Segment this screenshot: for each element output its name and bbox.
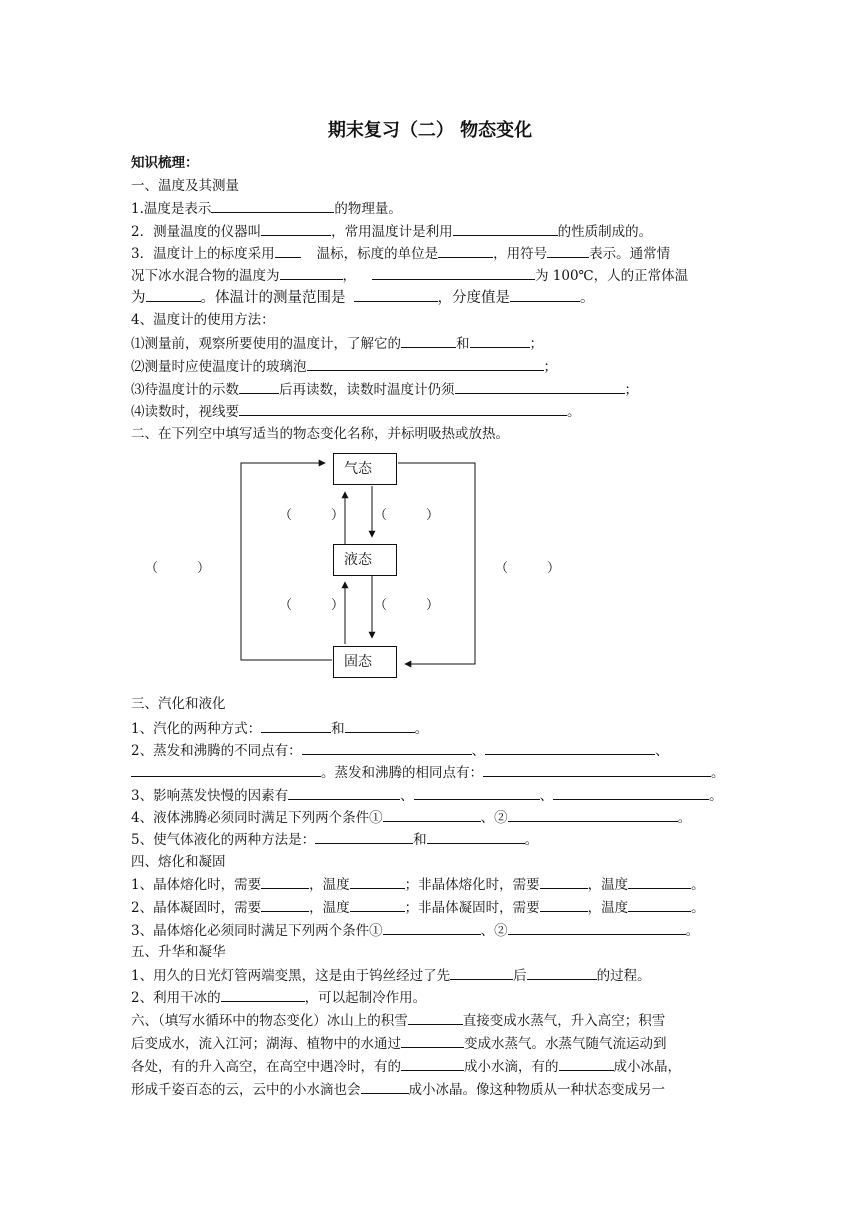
blank[interactable] — [628, 875, 691, 889]
section-4-title: 四、熔化和凝固 — [131, 854, 226, 870]
s5-q2: 2、利用干冰的 ，可以起制冷作用。 — [131, 990, 427, 1006]
usage-1: ⑴测量前，观察所要使用的温度计，了解它的 和 ； — [131, 336, 543, 352]
q2-line: 2．测量温度的仪器叫 ，常用温度计是利用 的性质制成的。 — [131, 224, 653, 240]
section-3-title: 三、汽化和液化 — [131, 696, 226, 712]
usage-3: ⑶待温度计的示数 后再读数，读数时温度计仍须 ； — [131, 382, 638, 398]
answer-blank[interactable]: （ ） — [145, 561, 211, 576]
s5-q1: 1、用久的日光灯管两端变黑，这是由于钨丝经过了先 后 的过程。 — [131, 968, 651, 984]
answer-blank[interactable]: （ ） — [374, 508, 440, 523]
s4-q2: 2、晶体凝固时，需要 ，温度 ；非晶体凝固时，需要 ，温度 。 — [131, 900, 705, 916]
s3-q2: 2、蒸发和沸腾的不同点有： 、 、 — [131, 743, 669, 759]
arrow-gas-to-solid — [398, 463, 475, 664]
blank[interactable] — [345, 719, 415, 733]
solid-state-box: 固态 — [333, 646, 397, 678]
q1-line: 1.温度是表示 的物理量。 — [131, 201, 402, 217]
blank[interactable] — [540, 875, 588, 889]
s4-q3: 3、晶体熔化必须同时满足下列两个条件① 、② 。 — [131, 923, 700, 939]
s4-q1: 1、晶体熔化时，需要 ，温度 ；非晶体熔化时，需要 ，温度 。 — [131, 877, 705, 893]
section-1-title: 一、温度及其测量 — [131, 178, 239, 194]
blank[interactable] — [350, 875, 405, 889]
q3-line: 3．温度计上的标度采用 温标，标度的单位是 ，用符号 表示。通常情 — [131, 246, 671, 262]
blank[interactable] — [131, 763, 321, 777]
blank[interactable] — [508, 921, 686, 935]
page-title: 期末复习（二） 物态变化 — [327, 120, 533, 141]
s3-q1: 1、汽化的两种方式： 和 。 — [131, 721, 429, 737]
blank[interactable] — [508, 808, 678, 822]
blank[interactable] — [288, 786, 400, 800]
s3-q5: 5、使气体液化的两种方法是： 和 。 — [131, 832, 539, 848]
blank[interactable] — [559, 1057, 614, 1071]
answer-blank[interactable]: （ ） — [279, 598, 345, 613]
blank[interactable] — [628, 898, 691, 912]
section-2-title: 二、在下列空中填写适当的物态变化名称，并标明吸热或放热。 — [131, 426, 509, 442]
blank[interactable] — [261, 898, 309, 912]
s6-line-2: 后变成水，流入江河；湖海、植物中的水通过 变成水蒸气。水蒸气随气流运动到 — [131, 1036, 667, 1052]
q3-line-3: 为 。体温计的测量范围是 ，分度值是 。 — [131, 290, 595, 306]
s6-line-3: 各处，有的升入高空，在高空中遇冷时，有的 成小水滴，有的 成小冰晶， — [131, 1059, 681, 1075]
blank[interactable] — [350, 898, 405, 912]
liquid-state-box: 液态 — [333, 544, 397, 576]
blank[interactable] — [414, 786, 540, 800]
blank[interactable] — [540, 898, 588, 912]
usage-4: ⑷读数时，视线要 。 — [131, 404, 581, 420]
blank[interactable] — [383, 921, 481, 935]
usage-2: ⑵测量时应使温度计的玻璃泡 ； — [131, 359, 557, 375]
answer-blank[interactable]: （ ） — [279, 508, 345, 523]
gas-state-box: 气态 — [333, 453, 397, 485]
blank[interactable] — [361, 1080, 409, 1094]
s3-q3: 3、影响蒸发快慢的因素有 、 、 。 — [131, 788, 723, 804]
section-heading: 知识梳理： — [131, 155, 199, 171]
s6-line-1: 六、（填写水循环中的物态变化）冰山上的积雪 直接变成水蒸气，升入高空；积雪 — [131, 1013, 666, 1029]
blank[interactable] — [302, 741, 472, 755]
blank[interactable] — [408, 1011, 463, 1025]
arrow-solid-to-gas — [241, 463, 332, 660]
blank[interactable] — [261, 719, 331, 733]
blank[interactable] — [553, 786, 709, 800]
blank[interactable] — [483, 763, 711, 777]
blank[interactable] — [401, 1057, 464, 1071]
blank[interactable] — [315, 830, 413, 844]
blank[interactable] — [427, 830, 525, 844]
q4-title: 4、温度计的使用方法： — [131, 312, 275, 328]
blank[interactable] — [261, 875, 309, 889]
answer-blank[interactable]: （ ） — [495, 561, 561, 576]
section-5-title: 五、升华和凝华 — [131, 944, 226, 960]
s6-line-4: 形成千姿百态的云，云中的小水滴也会 成小冰晶。像这种物质从一种状态变成另一 — [131, 1082, 665, 1098]
blank[interactable] — [450, 966, 513, 980]
blank[interactable] — [221, 988, 305, 1002]
answer-blank[interactable]: （ ） — [374, 598, 440, 613]
q3-line-2: 况下冰水混合物的温度为 ， 为 100℃，人的正常体温 — [131, 268, 689, 284]
s3-q4: 4、液体沸腾必须同时满足下列两个条件① 、② 。 — [131, 810, 692, 826]
blank[interactable] — [527, 966, 597, 980]
blank[interactable] — [383, 808, 481, 822]
blank[interactable] — [401, 1034, 464, 1048]
blank[interactable] — [485, 741, 655, 755]
s3-q2-line-2: 。蒸发和沸腾的相同点有： 。 — [131, 763, 725, 782]
